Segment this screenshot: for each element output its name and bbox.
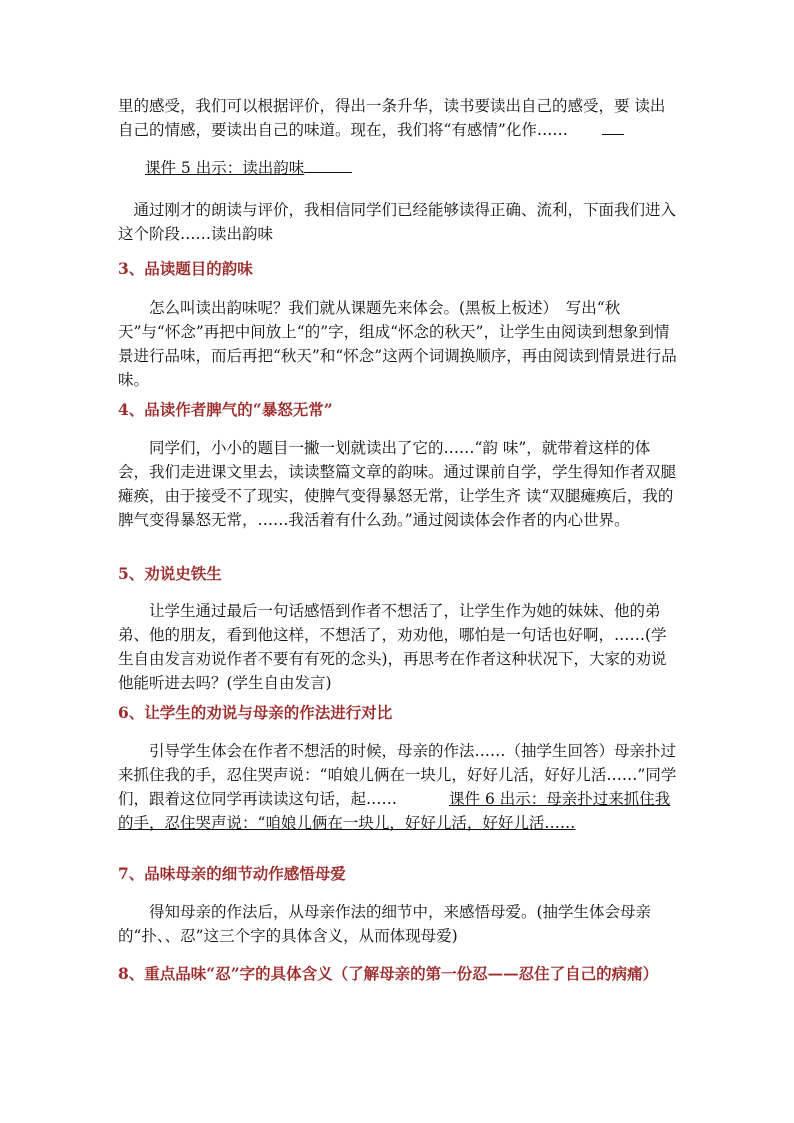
paragraph-6-text: 引导学生体会在作者不想活的时候，母亲的作法……（抽学生回答）母亲扑过来抓住我的手，忍住哭声说：“咱娘儿俩在一块儿，好好儿活，好好儿活……”同学们，跟着这位同学再读读这句话，起…… 课件 6 出示：母亲扑过来抓住我的手，忍住哭声说：“咱娘儿俩在一块儿，好好儿活，好好儿活…… [118,742,677,832]
paragraph-5: 让学生通过最后一句话感悟到作者不想活了，让学生作为她的妹妹、他的弟弟、他的朋友，看到他这样，不想活了，劝劝他，哪怕是一句话也好啊，……(学生自由发言劝说作者不要有有死的念头)，再思考在作者这种状况下，大家的劝说他能听进去吗？(学生自由发言) [118,602,667,692]
paragraph-text: 里的感受，我们可以根据评价，得出一条升华，读书要读出自己的感受，要 读出自己的情感，要读出自己的味道。现在，我们将“有感情”化作…… [118,97,666,139]
courseware-5-note: 课件 5 出示：读出韵味 [145,156,705,180]
courseware-6-label: 课件 6 出示： [449,790,547,808]
heading-4: 4、品读作者脾气的“暴怒无常” [118,400,333,419]
heading-5: 5、劝说史铁生 [118,564,222,583]
heading-3: 3、品读题目的韵味 [118,259,253,278]
paragraph-reading-feelings [118,94,678,142]
paragraph-7: 得知母亲的作法后，从母亲作法的细节中，来感悟母爱。(抽学生体会母亲的“扑、、忍”这三个字的具体含义，从而体现母爱) [118,903,652,945]
blank-underline [304,158,352,173]
heading-7: 7、品味母亲的细节动作感悟母爱 [118,864,346,883]
heading-8: 8、重点品味“忍”字的具体含义（了解母亲的第一份忍——忍住了自己的病痛） [118,964,659,983]
paragraph-4: 同学们，小小的题目一撇一划就读出了它的……“韵 味”，就带着这样的体会，我们走进课文里去，读读整篇文章的韵味。通过课前自学，学生得知作者双腿瘫痪，由于接受不了现实，使脾气变得暴怒无常，让学生齐 读“双腿瘫痪后，我的脾气变得暴怒无常，……我活着有什么劲。”通过阅读体会作者的内心世界。 [118,439,677,529]
paragraph-6 [118,739,678,835]
courseware-6-text: 母亲扑过来抓住我的手，忍住哭声说：“咱娘儿俩在一块儿，好好儿活，好好儿活…… [118,790,671,832]
paragraph-transition: 通过刚才的朗读与评价，我相信同学们已经能够读得正确、流利，下面我们进入这个阶段……读出韵味 [118,201,677,243]
blank-underline [602,120,624,135]
heading-6: 6、让学生的劝说与母亲的作法进行对比 [118,703,393,722]
paragraph-3: 怎么叫读出韵味呢？我们就从课题先来体会。(黑板上板述） 写出“秋天”与“怀念”再把中间放上“的”字，组成“怀念的秋天”，让学生由阅读到想象到情景进行品味，而后再把“秋天”和“怀念”这两个词调换顺序，再由阅读到情景进行品味。 [118,299,677,389]
